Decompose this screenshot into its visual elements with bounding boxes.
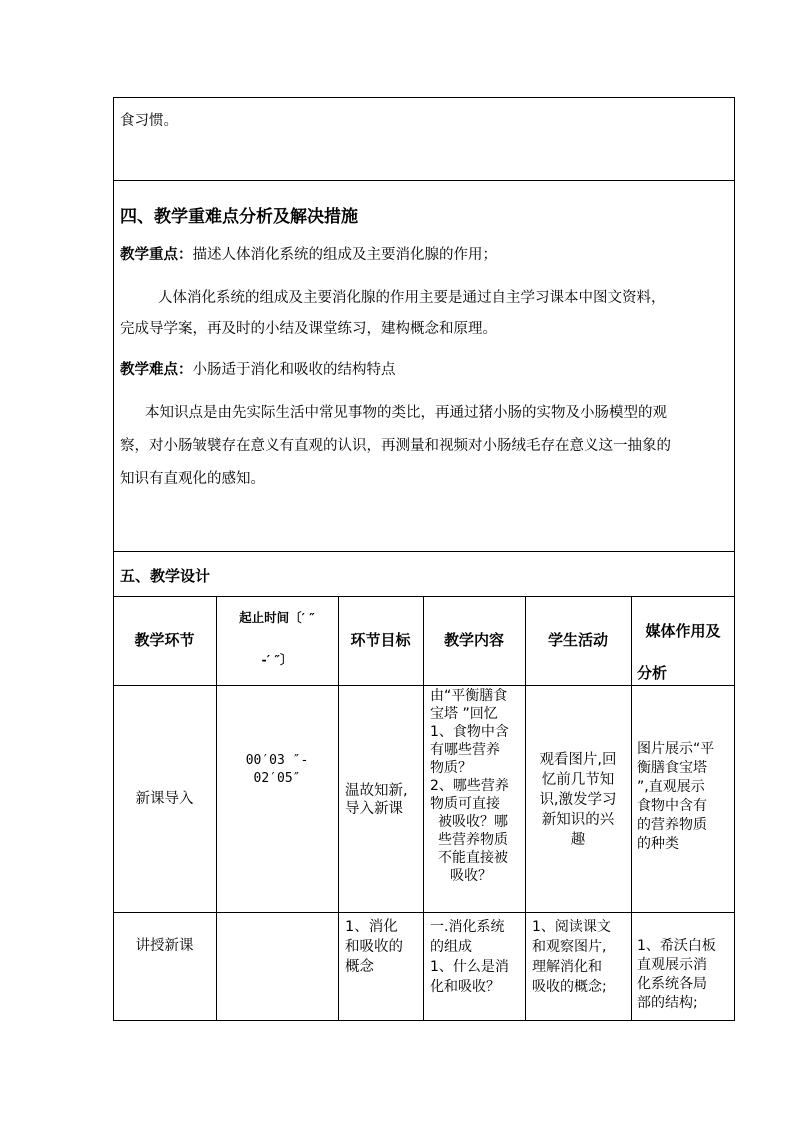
row1-time-line: 00′03 ″- [245, 753, 309, 768]
row2-content-line: 1、什么是消 [430, 959, 509, 975]
header-content: 教学内容 [443, 631, 504, 649]
key-point-line [120, 246, 497, 264]
row1-content-line: 物质可直接 [430, 796, 500, 812]
section-5-title: 五、教学设计 [120, 567, 211, 585]
row2-content-line: 化和吸收？ [430, 979, 500, 995]
row-divider [113, 180, 735, 181]
row2-goal-line: 概念 [345, 959, 374, 975]
row1-content-line: 有哪些营养 [430, 742, 500, 758]
row1-goal-line: 温故知新, [345, 783, 408, 799]
row2-content [430, 917, 525, 997]
row1-content-line: 被吸收？哪 [438, 814, 508, 830]
row2-media [637, 937, 735, 1013]
row2-activity [532, 917, 631, 997]
header-time-line2: -′ ″〕 [261, 652, 293, 667]
header-media-line1: 媒体作用及 [645, 622, 721, 640]
row2-stage: 讲授新课 [135, 938, 194, 954]
column-divider [423, 596, 424, 1021]
header-stage: 教学环节 [134, 631, 195, 649]
row1-content-line: 1、食物中含 [430, 724, 509, 740]
row1-goal [345, 782, 423, 818]
column-divider [338, 596, 339, 1021]
row-divider [113, 912, 735, 913]
header-media [631, 610, 735, 694]
row2-goal-line: 1、消化 [345, 919, 398, 935]
row1-media [637, 740, 735, 854]
row2-media-line: 1、希沃白板 [637, 938, 716, 954]
header-time [216, 609, 338, 669]
row1-media-line: 的种类 [637, 836, 679, 852]
row2-media-line: 化系统各局 [637, 976, 707, 992]
row1-media-line: 食物中含有 [637, 798, 707, 814]
key-point-label: 教学重点： [120, 247, 193, 263]
row2-activity-line: 理解消化和 [532, 959, 602, 975]
continued-text: 食习惯。 [120, 113, 178, 129]
row1-content-line: 不能直接被 [438, 850, 508, 866]
document-table-frame [113, 97, 735, 1021]
header-activity: 学生活动 [547, 631, 608, 649]
difficult-point-paragraph-line: 察，对小肠皱襞存在意义有直观的认识，再测量和视频对小肠绒毛存在意义这一抽象的 [120, 438, 671, 454]
key-point-paragraph-line: 完成导学案，再及时的小结及课堂练习，建构概念和原理。 [120, 321, 497, 337]
row1-media-line: 的营养物质 [637, 817, 707, 833]
section-4-title: 四、教学重难点分析及解决措施 [120, 207, 358, 227]
difficult-point-label: 教学难点： [120, 362, 193, 378]
row2-activity-line: 吸收的概念; [532, 979, 607, 995]
row2-media-line: 直观展示消 [637, 957, 707, 973]
row1-activity [525, 750, 631, 850]
row1-content-line: 吸收？ [450, 868, 492, 884]
difficult-point-line [120, 361, 396, 379]
difficult-point-paragraph-line: 知识有直观化的感知。 [120, 471, 265, 487]
row2-content-line: 的组成 [430, 939, 472, 955]
header-media-line2: 分析 [637, 664, 668, 682]
row1-media-line: 图片展示“平 [637, 741, 715, 757]
row1-activity-line: 新知识的兴 [541, 812, 615, 828]
row1-activity-line: 忆前几节知 [541, 772, 615, 788]
row1-media-line: 衡膳食宝塔 [637, 760, 707, 776]
row1-content-line: 物质？ [430, 760, 472, 776]
difficult-point-text: 小肠适于消化和吸收的结构特点 [192, 362, 396, 378]
row1-stage: 新课导入 [135, 791, 194, 807]
row1-content-line: 些营养物质 [438, 832, 508, 848]
key-point-paragraph-line: 人体消化系统的组成及主要消化腺的作用主要是通过自主学习课本中图文资料， [158, 290, 666, 306]
row1-time-line: 02′05″ [253, 771, 301, 786]
row1-goal-line: 导入新课 [345, 801, 403, 817]
row2-goal-line: 和吸收的 [345, 939, 403, 955]
row1-content-line: 宝塔 ”回忆 [430, 706, 498, 722]
row1-activity-line: 趣 [570, 832, 586, 848]
row-divider [113, 551, 735, 552]
difficult-point-paragraph-line: 本知识点是由先实际生活中常见事物的类比，再通过猪小肠的实物及小肠模型的观 [145, 405, 667, 421]
row1-media-line: ”,直观展示 [637, 779, 705, 795]
row1-content-line: 2、哪些营养 [430, 778, 509, 794]
row2-content-line: 一.消化系统 [430, 919, 505, 935]
row1-content-line: 由“平衡膳食 [430, 688, 508, 704]
header-goal: 环节目标 [350, 631, 411, 649]
row-divider [113, 596, 735, 597]
key-point-text: 描述人体消化系统的组成及主要消化腺的作用； [192, 247, 497, 263]
row1-content [430, 687, 525, 885]
row1-activity-line: 观看图片,回 [539, 752, 617, 768]
header-time-line1: 起止时间〔′ ″ [239, 610, 315, 625]
row2-goal [345, 917, 423, 977]
row2-activity-line: 和观察图片, [532, 939, 607, 955]
row1-activity-line: 识,激发学习 [539, 792, 617, 808]
row2-activity-line: 1、阅读课文 [532, 919, 611, 935]
row1-time [216, 752, 338, 788]
row2-media-line: 部的结构; [637, 995, 698, 1011]
